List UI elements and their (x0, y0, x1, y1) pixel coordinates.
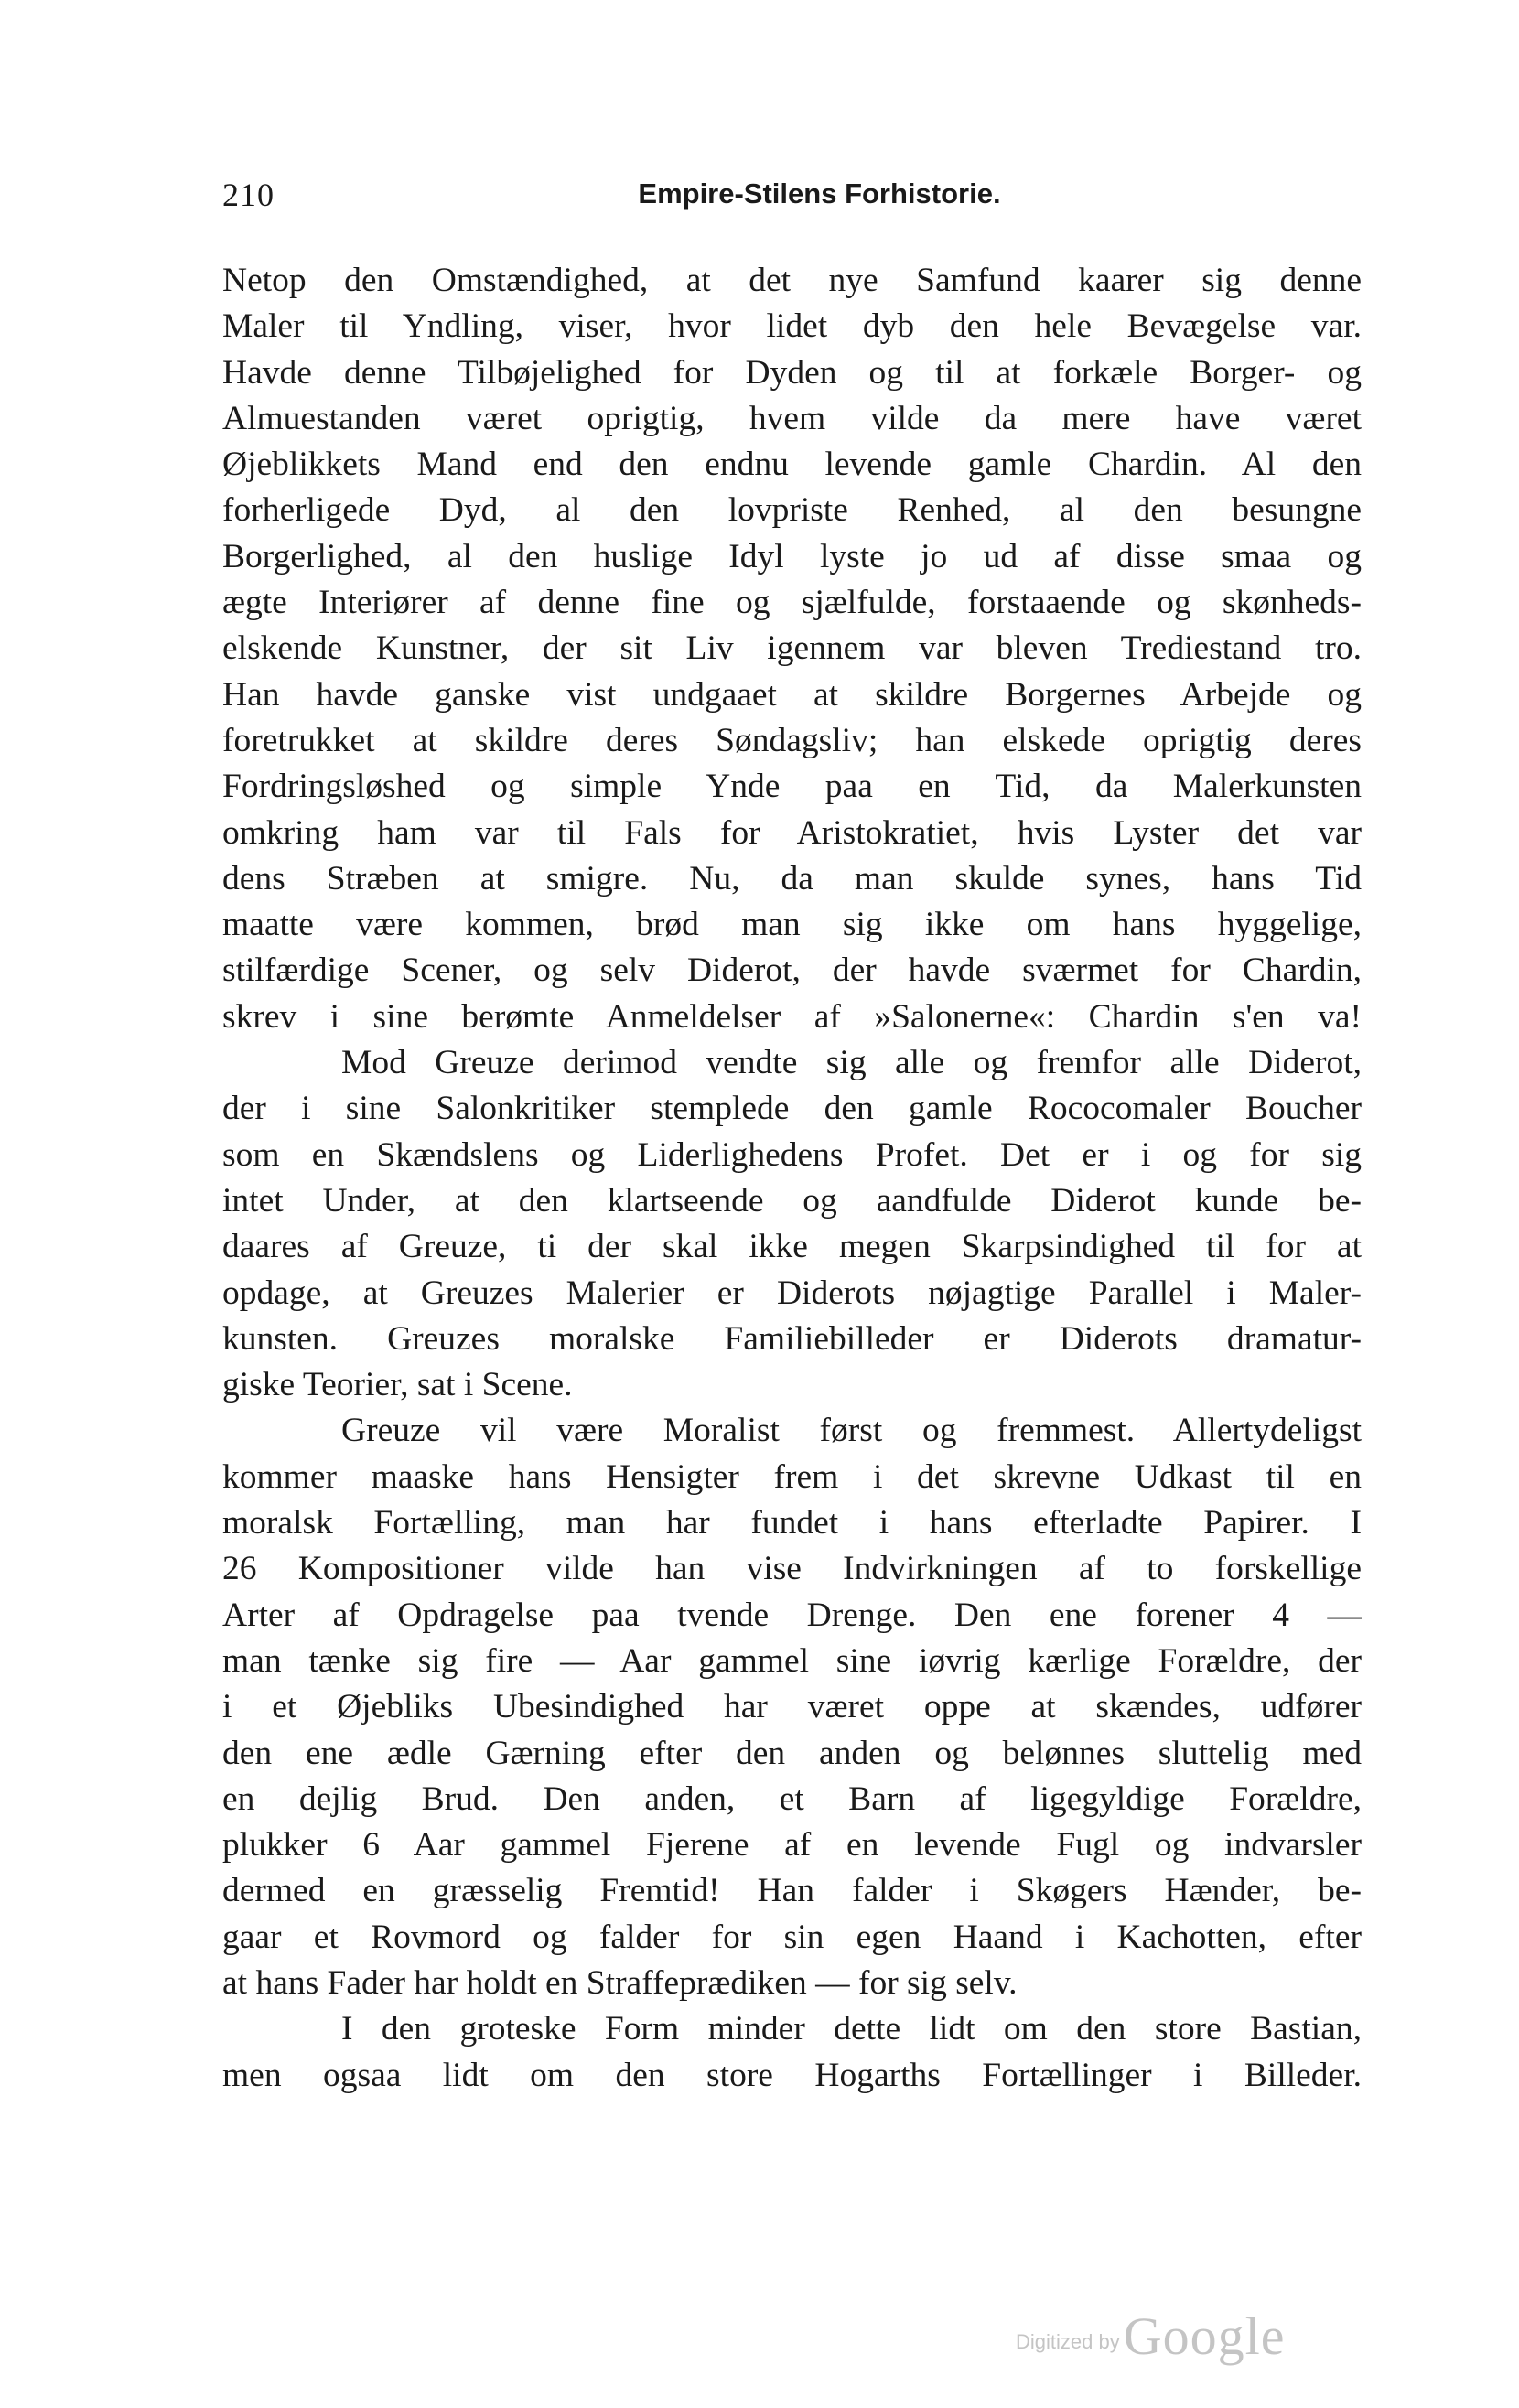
text-line: Han havde ganske vist undgaaet at skildre Borgernes Arbejde og (222, 675, 1362, 714)
text-line: Almuestanden været oprigtig, hvem vilde da mere have været (222, 399, 1362, 437)
text-line: omkring ham var til Fals for Aristokratiet, hvis Lyster det var (222, 813, 1362, 852)
page-header (222, 176, 1362, 221)
paragraph (222, 2006, 1362, 2099)
paragraph (222, 258, 1362, 1040)
text-line: forherligede Dyd, al den lovpriste Renhed, al den besungne (222, 491, 1362, 530)
text-line: skrev i sine berømte Anmeldelser af »Salonerne«: Chardin s'en va! (222, 997, 1362, 1036)
text-line: kommer maaske hans Hensigter frem i det skrevne Udkast til en (222, 1457, 1362, 1496)
text-line: dens Stræben at smigre. Nu, da man skulde synes, hans Tid (222, 859, 1362, 898)
text-line: moralsk Fortælling, man har fundet i hans efterladte Papirer. I (222, 1504, 1362, 1543)
text-line: maatte være kommen, brød man sig ikke om hans hyggelige, (222, 906, 1362, 944)
text-line: dermed en græsselig Fremtid! Han falder i Skøgers Hænder, be- (222, 1872, 1362, 1910)
text-line: der i sine Salonkritiker stemplede den gamle Rococomaler Boucher (222, 1090, 1362, 1128)
text-line: elskende Kunstner, der sit Liv igennem var bleven Trediestand tro. (222, 629, 1362, 668)
text-line: Fordringsløshed og simple Ynde paa en Tid, da Malerkunsten (222, 768, 1362, 806)
text-line: i et Øjebliks Ubesindighed har været oppe at skændes, udfører (222, 1688, 1362, 1726)
text-line: en dejlig Brud. Den anden, et Barn af ligegyldige Forældre, (222, 1779, 1362, 1818)
text-line: gaar et Rovmord og falder for sin egen Haand i Kachotten, efter (222, 1918, 1362, 1956)
watermark-prefix: Digitized by (1016, 2330, 1120, 2353)
text-line: foretrukket at skildre deres Søndagsliv; han elskede oprigtig deres (222, 721, 1362, 759)
text-line: giske Teorier, sat i Scene. (222, 1366, 573, 1404)
text-line: I den groteske Form minder dette lidt om den store Bastian, (341, 2010, 1362, 2048)
text-line: Mod Greuze derimod vendte sig alle og fremfor alle Diderot, (341, 1044, 1362, 1082)
body-text (222, 258, 1362, 2099)
text-line: som en Skændslens og Liderlighedens Profet. Det er i og for sig (222, 1135, 1362, 1174)
google-logo: Google (1123, 2306, 1286, 2366)
text-line: men ogsaa lidt om den store Hogarths Fortællinger i Billeder. (222, 2056, 1362, 2094)
text-line: daares af Greuze, ti der skal ikke megen Skarpsindighed til for at (222, 1228, 1362, 1266)
text-line: Greuze vil være Moralist først og fremmest. Allertydeligst (341, 1412, 1362, 1450)
text-line: intet Under, at den klartseende og aandfulde Diderot kunde be- (222, 1181, 1362, 1220)
text-line: man tænke sig fire — Aar gammel sine iøvrig kærlige Forældre, der (222, 1641, 1362, 1680)
paragraph (222, 1408, 1362, 2006)
text-line: Borgerlighed, al den huslige Idyl lyste jo ud af disse smaa og (222, 537, 1362, 575)
paragraph (222, 1040, 1362, 1408)
text-line: Netop den Omstændighed, at det nye Samfund kaarer sig denne (222, 262, 1362, 299)
text-line: 26 Kompositioner vilde han vise Indvirkningen af to forskellige (222, 1550, 1362, 1588)
text-line: kunsten. Greuzes moralske Familiebilleder er Diderots dramatur- (222, 1319, 1362, 1358)
text-line: opdage, at Greuzes Malerier er Diderots nøjagtige Parallel i Maler- (222, 1274, 1362, 1312)
text-line: plukker 6 Aar gammel Fjerene af en levende Fugl og indvarsler (222, 1826, 1362, 1865)
text-line: stilfærdige Scener, og selv Diderot, der havde sværmet for Chardin, (222, 951, 1362, 990)
running-title: Empire-Stilens Forhistorie. (638, 177, 1001, 210)
text-line: Arter af Opdragelse paa tvende Drenge. Den ene forener 4 — (222, 1596, 1362, 1634)
text-line: Havde denne Tilbøjelighed for Dyden og til at forkæle Borger- og (222, 353, 1362, 392)
page-number: 210 (222, 177, 275, 213)
text-line: den ene ædle Gærning efter den anden og belønnes sluttelig med (222, 1734, 1362, 1772)
text-line: Maler til Yndling, viser, hvor lidet dyb den hele Bevægelse var. (222, 307, 1362, 346)
text-line: ægte Interiører af denne fine og sjælfulde, forstaaende og skønheds- (222, 584, 1362, 622)
text-line: at hans Fader har holdt en Straffeprædiken — for sig selv. (222, 1963, 1018, 2002)
text-line: Øjeblikkets Mand end den endnu levende gamle Chardin. Al den (222, 446, 1362, 484)
digitized-watermark (1016, 2306, 1286, 2366)
